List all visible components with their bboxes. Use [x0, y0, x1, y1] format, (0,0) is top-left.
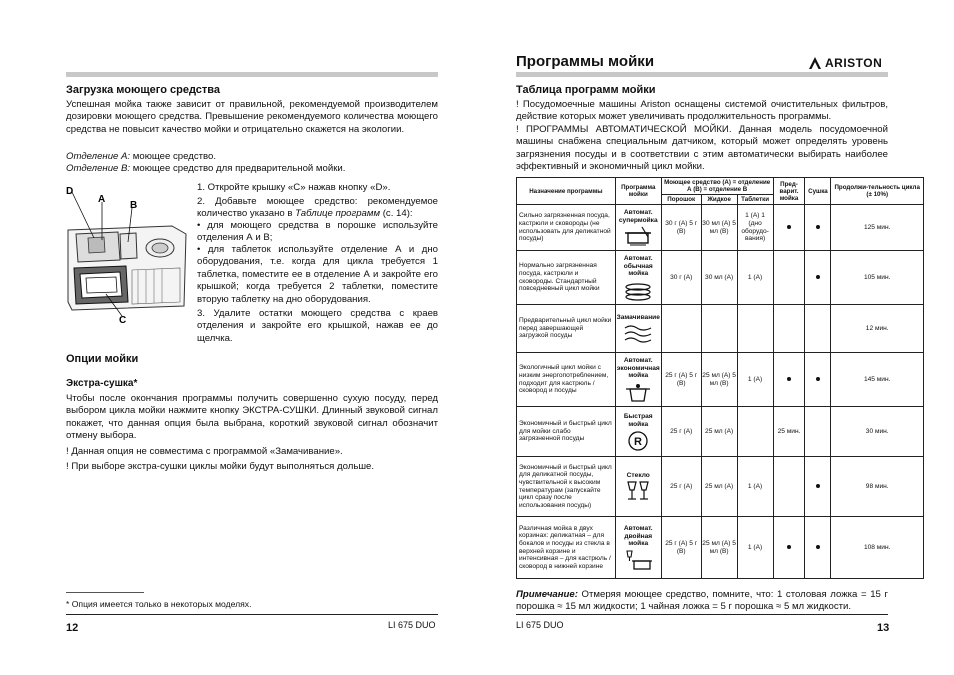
page-number: 12	[66, 622, 79, 634]
cell-tablets: 1 (А) 1 (дно оборудо-вания)	[737, 205, 773, 251]
cell-program	[615, 305, 661, 353]
table-title: Таблица программ мойки	[516, 84, 656, 96]
cell-powder: 25 г (А) 5 г (В)	[661, 353, 701, 407]
cell-dry	[805, 407, 831, 457]
soak-icon	[616, 322, 661, 344]
extra-dry-text: Чтобы после окончания программы получить совершенно сухую посуду, перед выбором цикла мойки нажмите кнопку ЭКСТРА-СУШКИ. Длинный звуковой сигнал покажет, что данная опция была выбрана, короткий звуковой сигнал обозначит отмену выбора.	[66, 393, 438, 442]
cell-program	[615, 457, 661, 517]
footer-rule	[66, 614, 438, 615]
ariston-logo-icon	[808, 56, 822, 70]
warning-soak: ! Данная опция не совместима с программой «Замачивание».	[66, 446, 343, 457]
cell-dry	[805, 305, 831, 353]
model-name: LI 675 DUO	[388, 620, 436, 630]
table-row	[517, 407, 924, 457]
cell-liquid: 30 мл (А) 5 мл (В)	[701, 205, 737, 251]
header-tablets: Таблетки	[737, 195, 773, 205]
cell-duration: 105 мин.	[831, 251, 924, 305]
cell-powder	[661, 305, 701, 353]
page-number: 13	[877, 622, 890, 634]
cell-duration: 12 мин.	[831, 305, 924, 353]
programs-table-body	[517, 205, 924, 579]
header-bar	[66, 72, 438, 77]
cell-prewash	[773, 517, 805, 579]
step-2-text-a: 2. Добавьте моющее средство: рекомендуемое количество указано в	[197, 196, 438, 220]
cell-program	[615, 251, 661, 305]
cell-liquid: 30 мл (А)	[701, 251, 737, 305]
cell-liquid: 25 мл (А) 5 мл (В)	[701, 517, 737, 579]
cell-program	[615, 517, 661, 579]
note-text: Отмеряя моющее средство, помните, что: 1 столовая ложка = 15 г порошка ≈ 15 мл жидкости; 1 чайная ложка = 5 г порошка ≈ 5 мл жидкости.	[516, 589, 888, 613]
program-name: Автомат. супермойка	[618, 208, 658, 224]
checkmark-dot	[816, 484, 820, 488]
cell-tablets: 1 (А)	[737, 517, 773, 579]
cell-powder: 30 г (А)	[661, 251, 701, 305]
cell-description: Экологичный цикл мойки с низким энергопотреблением, подходит для кастрюль / сковород и посуды	[517, 353, 616, 407]
bullet-powder: • для моющего средства в порошке используйте отделения А и В;	[197, 220, 438, 244]
table-row	[517, 517, 924, 579]
cell-prewash	[773, 251, 805, 305]
section-title: Загрузка моющего средства	[66, 84, 221, 96]
compartment-a-label: Отделение А:	[66, 151, 131, 162]
cell-prewash	[773, 353, 805, 407]
checkmark-dot	[816, 545, 820, 549]
table-row	[517, 205, 924, 251]
cell-program	[615, 205, 661, 251]
plates-icon	[616, 279, 661, 301]
header-purpose: Назначение программы	[517, 178, 616, 205]
step-2	[197, 196, 438, 221]
checkmark-dot	[787, 377, 791, 381]
compartment-b-label: Отделение В:	[66, 163, 131, 174]
cell-program	[615, 407, 661, 457]
program-name: Быстрая мойка	[623, 412, 653, 428]
bullet-tablets: • для таблеток используйте отделение А и дно оборудования, т.е. когда для цикла требуется 1 таблетка, поместите ее в отделение А и закройте его крышкой; когда требуется 2 таблетки, поместите вторую таблетку на дно оборудования.	[197, 244, 438, 305]
cell-dry	[805, 205, 831, 251]
cell-description: Экономичный и быстрый цикл для мойки слабо загрязненной посуды	[517, 407, 616, 457]
page-title: Программы мойки	[516, 53, 655, 70]
cell-prewash: 25 мин.	[773, 407, 805, 457]
cell-tablets	[737, 407, 773, 457]
cell-description: Нормально загрязненная посуда, кастрюли и сковороды. Стандартный повседневный цикл мойки	[517, 251, 616, 305]
program-name: Замачивание	[616, 313, 660, 321]
cell-tablets: 1 (А)	[737, 251, 773, 305]
cell-description: Предварительный цикл мойки перед завершающей загрузкой посуды	[517, 305, 616, 353]
cell-duration: 125 мин.	[831, 205, 924, 251]
checkmark-dot	[787, 225, 791, 229]
label-b: B	[130, 200, 138, 211]
cell-liquid: 25 мл (А)	[701, 407, 737, 457]
footer-rule	[516, 614, 888, 615]
compartment-b-text: моющее средство для предварительной мойки.	[130, 163, 346, 174]
cell-powder: 25 г (А)	[661, 407, 701, 457]
checkmark-dot	[816, 275, 820, 279]
cell-description: Сильно загрязненная посуда, кастрюли и сковороды (не использовать для деликатной посуды)	[517, 205, 616, 251]
cell-dry	[805, 457, 831, 517]
glasses-icon	[616, 480, 661, 502]
header-liquid: Жидкое	[701, 195, 737, 205]
checkmark-dot	[816, 377, 820, 381]
header-detergent: Моющее средство (А) = отделение А (В) = отделение В	[661, 178, 773, 195]
compartment-a-line	[66, 151, 438, 163]
label-c: C	[119, 315, 127, 324]
table-row	[517, 251, 924, 305]
table-row	[517, 353, 924, 407]
cell-powder: 25 г (А)	[661, 457, 701, 517]
note	[516, 589, 888, 614]
cell-duration: 30 мин.	[831, 407, 924, 457]
label-a: A	[98, 194, 106, 205]
right-page	[477, 0, 954, 675]
header-powder: Порошок	[661, 195, 701, 205]
intro-paragraph: Успешная мойка также зависит от правильной, рекомендуемой производителем дозировки моющего средства. Превышение рекомендуемого количества моющего средства не повысит качество мойки и отрицательно скажется на экологии.	[66, 99, 438, 135]
step-3: 3. Удалите остатки моющего средства с краев отделения и закройте его крышкой, нажав ее до щелчка.	[197, 308, 438, 344]
step-2-text-b: (с. 14):	[380, 208, 413, 220]
header-duration: Продолжи-тельность цикла (± 10%)	[831, 178, 924, 205]
model-name: LI 675 DUO	[516, 620, 564, 630]
options-title: Опции мойки	[66, 353, 139, 365]
note-label: Примечание:	[516, 589, 578, 600]
step-1: 1. Откройте крышку «С» нажав кнопку «D».	[197, 182, 391, 193]
dual-wash-icon	[616, 549, 661, 571]
program-name: Автомат. обычная мойка	[623, 255, 653, 278]
table-row	[517, 305, 924, 353]
cell-duration: 145 мин.	[831, 353, 924, 407]
checkmark-dot	[816, 225, 820, 229]
cell-dry	[805, 517, 831, 579]
cell-description: Экономичный и быстрый цикл для деликатной посуды, чувствительной к высоким температурам (запускайте цикл сразу после использования посуды)	[517, 457, 616, 517]
extra-dry-title: Экстра-сушка*	[66, 378, 138, 389]
cell-tablets	[737, 305, 773, 353]
cell-description: Различная мойка в двух корзинах: деликатная – для бокалов и посуды из стекла в верхней корзине и интенсивная – для кастрюль / сковород в нижней корзине	[517, 517, 616, 579]
cell-prewash	[773, 305, 805, 353]
svg-text:R: R	[634, 436, 643, 449]
header-dry: Сушка	[805, 178, 831, 205]
cell-powder: 25 г (А) 5 г (В)	[661, 517, 701, 579]
brand-name: ARISTON	[825, 56, 883, 70]
program-name: Стекло	[626, 471, 650, 479]
cell-prewash	[773, 205, 805, 251]
program-name: Автомат. двойная мойка	[623, 525, 653, 548]
cell-dry	[805, 251, 831, 305]
header-prewash: Пред-варит. мойка	[773, 178, 805, 205]
cell-prewash	[773, 457, 805, 517]
cell-liquid: 25 мл (А) 5 мл (В)	[701, 353, 737, 407]
cell-duration: 108 мин.	[831, 517, 924, 579]
cell-duration: 98 мин.	[831, 457, 924, 517]
auto-programs-note: ! ПРОГРАММЫ АВТОМАТИЧЕСКОЙ МОЙКИ. Данная модель посудомоечной машины снабжена специальным датчиком, который может определять уровень загрязнения посуды и в соответствии с этим автоматически выбирать наиболее эффективный и экономичный цикл мойки.	[516, 124, 888, 173]
compartment-b-line	[66, 163, 438, 175]
compartment-a-text: моющее средство.	[130, 151, 217, 162]
cell-dry	[805, 353, 831, 407]
footnote-rule	[66, 592, 144, 593]
checkmark-dot	[787, 545, 791, 549]
pot-icon	[616, 225, 661, 247]
brand-logo	[808, 56, 882, 70]
rapid-r-icon	[616, 429, 661, 451]
cell-program	[615, 353, 661, 407]
cell-liquid	[701, 305, 737, 353]
footnote: * Опция имеется только в некоторых моделях.	[66, 599, 252, 609]
header-program: Программа мойки	[615, 178, 661, 205]
cell-powder: 30 г (А) 5 г (В)	[661, 205, 701, 251]
table-row	[517, 457, 924, 517]
cell-tablets: 1 (А)	[737, 353, 773, 407]
cell-liquid: 25 мл (А)	[701, 457, 737, 517]
filters-note: ! Посудомоечные машины Ariston оснащены системой очистительных фильтров, действие которых может увеличивать продолжительность программы.	[516, 99, 888, 123]
detergent-dispenser-diagram	[62, 182, 194, 324]
header-bar	[516, 72, 888, 77]
program-name: Автомат. экономичная мойка	[616, 357, 660, 380]
eco-pot-icon	[616, 381, 661, 403]
step-2-ref: Таблице программ	[295, 208, 381, 220]
label-d: D	[66, 186, 74, 197]
cell-tablets: 1 (А)	[737, 457, 773, 517]
warning-longer: ! При выборе экстра-сушки циклы мойки будут выполняться дольше.	[66, 461, 375, 472]
programs-table	[516, 177, 924, 579]
